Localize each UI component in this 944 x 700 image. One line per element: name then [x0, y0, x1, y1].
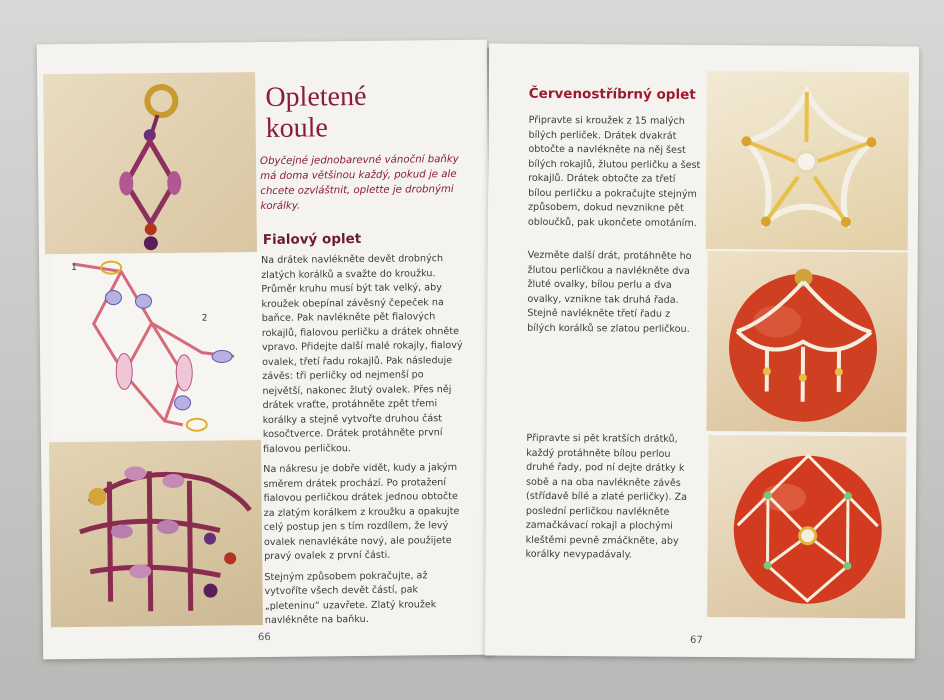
page-number-right: 67	[689, 634, 703, 647]
diagram-label-1: 1	[71, 262, 77, 274]
right-paragraph-2: Vezměte další drát, protáhněte ho žlutou perličkou a navlékněte dva žluté ovalky, bílou perlu a dva ovalky, vznikne tak druhá řada. Stejně navlékněte třetí řadu z bílých korálků se zlatou perličkou.	[527, 249, 692, 335]
page-number-left: 66	[257, 631, 271, 644]
diagram-bead-pattern	[51, 252, 263, 439]
paragraph: Na drátek navlékněte devět drobných zlatých korálků a svažte do kroužku. Průměr kruhu musí být tak velký, aby kroužek obepínal závěsný čepeček na baňce. Pak navlékněte pět fialových rokajlů, fialovou perličku a drátek ohněte vpravo. Přidejte další malé rokajly, fialový ovalek, třetí řadu rokajlů. Pak následuje závěs: tři perličky od nejmenší po největší, nakonec žlutý ovalek. Přes něj drátek vraťte, protáhněte zpět třemi korálky a stejně vytvořte druhou část kosočtverce. Drátek protáhněte první fialovou perličkou.	[261, 253, 463, 455]
photo-red-bauble-2	[707, 435, 906, 618]
right-paragraph-1: Připravte si kroužek z 15 malých bílých perliček. Drátek dvakrát obtočte a navlékněte na něj šest bílých rokajlů, žlutou perličku a šest rokajlů. Drátek obtočte za třetí bílou perličku a pokračujte stejným způsobem, dokud nevznikne pět obloučků, pak ukončete omotáním.	[527, 114, 701, 229]
photo-red-bauble-1	[706, 251, 907, 432]
diagram-label-2: 2	[201, 313, 208, 324]
section-title-cervenostribrny: Červenostříbrný oplet	[528, 85, 696, 103]
left-body-text	[261, 252, 468, 635]
right-page	[485, 44, 919, 659]
left-page	[37, 40, 493, 660]
title-line-2: koule	[265, 112, 329, 144]
paragraph: Stejným způsobem pokračujte, až vytvoříte všech devět částí, pak „pleteninu“ uzavřete. Zlatý kroužek navlékněte na baňku.	[264, 569, 437, 627]
paragraph: Na nákresu je dobře vidět, kudy a jakým směrem drátek prochází. Po protažení fialovou perličkou drátek jednou obtočte za zlatým korálkem z kroužku a opakujte celý postup jen s tím rozdílem, že levý ovalek nenavlékáte nový, ale použijete pravý ovalek z první části.	[263, 461, 460, 563]
photo-pearl-star	[706, 71, 909, 250]
intro-text: Obyčejné jednobarevné vánoční baňky má doma většinou každý, pokud je ale chcete ozvláštnit, oplette je drobnými korálky.	[259, 153, 459, 213]
page-title	[265, 80, 466, 144]
right-paragraph-3: Připravte si pět kratších drátků, každý protáhněte bílou perlou druhé řady, pod ní dejte drátky k sobě a na oba navlékněte závěs (střídavě bílé a zlaté perličky). Za poslední perličkou navlékněte zamačkávací rokajl a plochými kleštěmi pevně zmáčkněte, aby korálky nevypadávaly.	[525, 432, 688, 561]
photo-beaded-net	[49, 440, 263, 627]
photo-beaded-pendant	[43, 72, 257, 254]
section-title-fialovy: Fialový oplet	[262, 230, 362, 249]
title-line-1: Opletené	[265, 80, 367, 113]
